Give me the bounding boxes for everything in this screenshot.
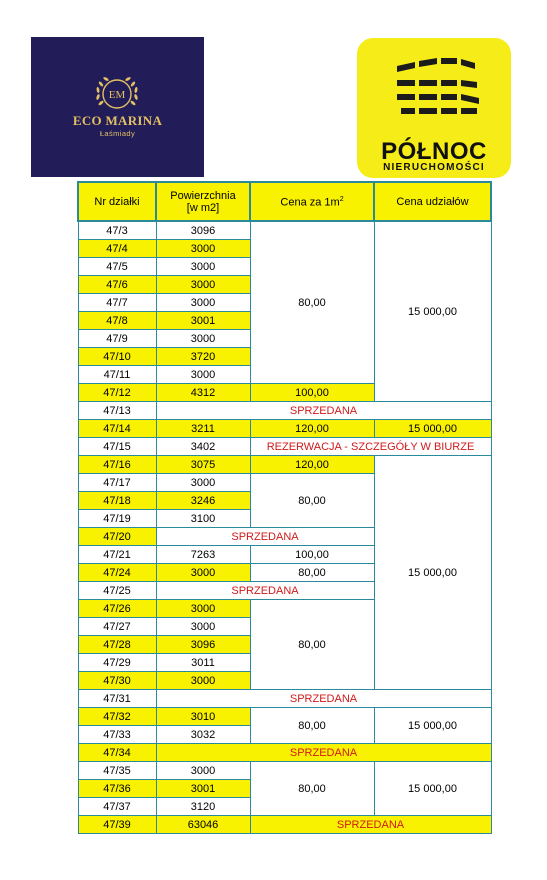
plot-number: 47/24 [78, 564, 156, 582]
plot-area: 3211 [156, 420, 250, 438]
plot-number: 47/37 [78, 798, 156, 816]
plot-area: 3000 [156, 762, 250, 780]
plot-number: 47/26 [78, 600, 156, 618]
price-m2-cell: 100,00 [250, 546, 374, 564]
plot-area: 3000 [156, 618, 250, 636]
plot-number: 47/21 [78, 546, 156, 564]
plot-number: 47/15 [78, 438, 156, 456]
table-row [78, 456, 491, 474]
table-row [78, 438, 491, 456]
share-price-cell: 15 000,00 [374, 456, 491, 690]
price-m2-cell: 80,00 [250, 474, 374, 528]
plot-area: 3720 [156, 348, 250, 366]
plot-number: 47/8 [78, 312, 156, 330]
header-price-m2-sup: 2 [339, 196, 344, 204]
plot-area: 3246 [156, 492, 250, 510]
polnoc-name: PÓŁNOC [381, 138, 487, 165]
plot-number: 47/3 [78, 221, 156, 240]
plot-area: 3000 [156, 276, 250, 294]
plot-area: 7263 [156, 546, 250, 564]
share-price-cell: 15 000,00 [374, 420, 491, 438]
share-price-cell: 15 000,00 [374, 708, 491, 744]
laurel-wreath-icon [31, 37, 204, 177]
plot-number: 47/13 [78, 402, 156, 420]
header-share-price: Cena udziałów [374, 182, 491, 221]
plot-number: 47/39 [78, 816, 156, 834]
table-row [78, 816, 491, 834]
plot-area: 3000 [156, 294, 250, 312]
plot-number: 47/4 [78, 240, 156, 258]
table-row [78, 420, 491, 438]
plot-number: 47/5 [78, 258, 156, 276]
table-row [78, 708, 491, 726]
price-m2-cell: 80,00 [250, 600, 374, 690]
plot-number: 47/6 [78, 276, 156, 294]
status-sold: SPRZEDANA [250, 816, 491, 834]
plot-area: 3120 [156, 798, 250, 816]
plot-price-table [77, 181, 492, 834]
plot-number: 47/29 [78, 654, 156, 672]
plot-area: 3000 [156, 564, 250, 582]
header-plot-number: Nr działki [78, 182, 156, 221]
plot-area: 3000 [156, 366, 250, 384]
eco-marina-logo [31, 37, 204, 177]
plot-area: 3032 [156, 726, 250, 744]
plot-number: 47/9 [78, 330, 156, 348]
plot-number: 47/16 [78, 456, 156, 474]
status-sold: SPRZEDANA [156, 402, 491, 420]
table-header-row [78, 182, 491, 221]
status-sold: SPRZEDANA [156, 690, 491, 708]
table-row [78, 762, 491, 780]
status-sold: SPRZEDANA [156, 744, 491, 762]
header-area-line2: [w m2] [186, 201, 220, 214]
table-row [78, 690, 491, 708]
plot-number: 47/25 [78, 582, 156, 600]
status-sold: SPRZEDANA [156, 528, 374, 546]
plot-area: 3096 [156, 221, 250, 240]
plot-area: 3000 [156, 258, 250, 276]
plot-number: 47/7 [78, 294, 156, 312]
status-sold: SPRZEDANA [156, 582, 374, 600]
plot-area: 3402 [156, 438, 250, 456]
status-reservation: REZERWACJA - SZCZEGÓŁY W BIURZE [250, 438, 491, 456]
polnoc-logo [357, 38, 511, 178]
plot-number: 47/35 [78, 762, 156, 780]
plot-area: 3000 [156, 672, 250, 690]
plot-number: 47/14 [78, 420, 156, 438]
price-m2-cell: 120,00 [250, 420, 374, 438]
plot-number: 47/34 [78, 744, 156, 762]
plot-area: 3001 [156, 780, 250, 798]
plot-area: 3000 [156, 240, 250, 258]
plot-number: 47/31 [78, 690, 156, 708]
plot-area: 3075 [156, 456, 250, 474]
plot-number: 47/18 [78, 492, 156, 510]
eco-marina-subtitle: Łaśmiady [99, 129, 136, 138]
plot-area: 3010 [156, 708, 250, 726]
plot-number: 47/33 [78, 726, 156, 744]
price-m2-cell: 80,00 [250, 564, 374, 582]
header-price-m2-label: Cena za 1m [280, 196, 340, 209]
plot-number: 47/19 [78, 510, 156, 528]
plot-number: 47/28 [78, 636, 156, 654]
plot-number: 47/10 [78, 348, 156, 366]
header-area-line1: Powierzchnia [170, 189, 236, 202]
plot-area: 3000 [156, 330, 250, 348]
plot-number: 47/12 [78, 384, 156, 402]
table-row [78, 744, 491, 762]
plot-area: 3011 [156, 654, 250, 672]
plot-number: 47/36 [78, 780, 156, 798]
plot-area: 3100 [156, 510, 250, 528]
table-row [78, 402, 491, 420]
share-price-cell: 15 000,00 [374, 762, 491, 816]
plot-area: 3000 [156, 474, 250, 492]
svg-text:EM: EM [108, 89, 126, 101]
header-area [156, 182, 250, 221]
polnoc-subtitle: NIERUCHOMOŚCI [383, 162, 485, 173]
plot-area: 63046 [156, 816, 250, 834]
price-m2-cell: 120,00 [250, 456, 374, 474]
price-m2-cell: 80,00 [250, 762, 374, 816]
plot-number: 47/32 [78, 708, 156, 726]
plot-number: 47/30 [78, 672, 156, 690]
plot-number: 47/17 [78, 474, 156, 492]
price-m2-cell: 100,00 [250, 384, 374, 402]
plot-number: 47/11 [78, 366, 156, 384]
plot-area: 3001 [156, 312, 250, 330]
header-price-m2 [250, 182, 374, 221]
table-row [78, 221, 491, 240]
plot-number: 47/20 [78, 528, 156, 546]
share-price-cell: 15 000,00 [374, 221, 491, 402]
price-m2-cell: 80,00 [250, 708, 374, 744]
plot-area: 4312 [156, 384, 250, 402]
price-m2-cell: 80,00 [250, 221, 374, 384]
plot-area: 3000 [156, 600, 250, 618]
plot-area: 3096 [156, 636, 250, 654]
plot-number: 47/27 [78, 618, 156, 636]
eco-marina-name: ECO MARINA [72, 113, 163, 128]
